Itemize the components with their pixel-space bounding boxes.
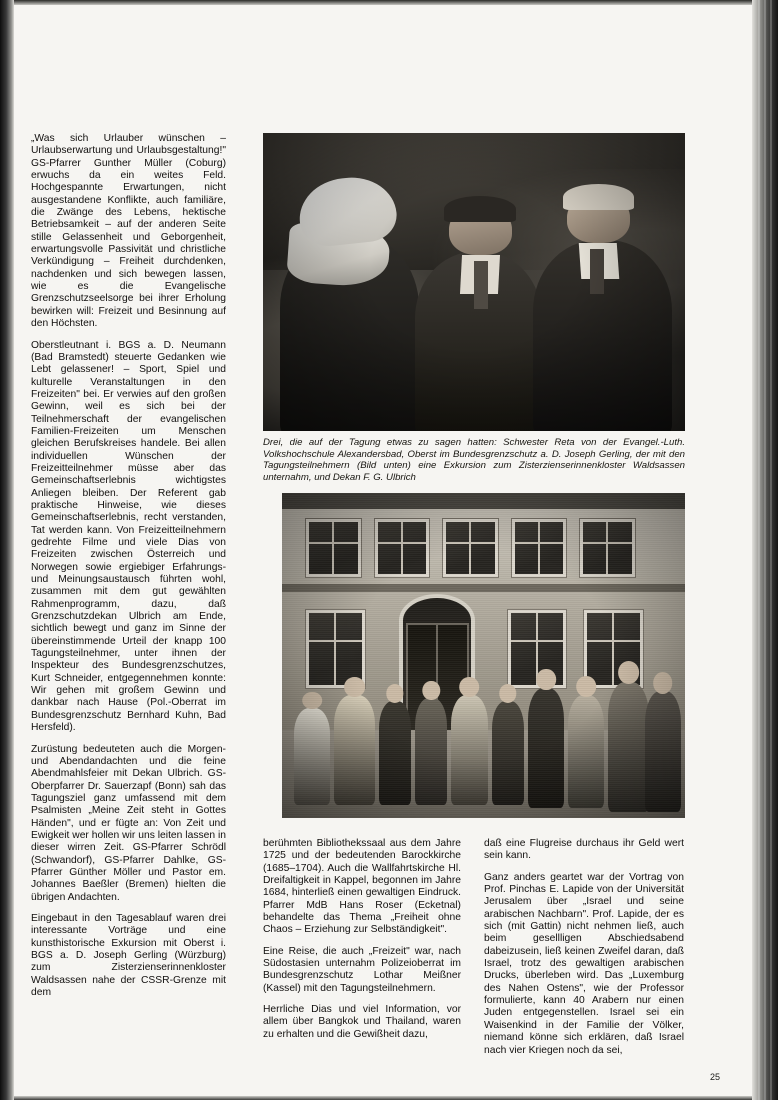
scan-edge-right (752, 0, 778, 1100)
text-column-right-lower (484, 838, 684, 1057)
photo-group-in-monastery-courtyard (282, 493, 685, 818)
paragraph: Herrliche Dias und viel Information, vor allem über Bangkok und Thailand, waren zu erhalten und die Gewißheit dazu, (263, 1004, 461, 1040)
page-number: 25 (709, 1072, 720, 1082)
paragraph: Eine Reise, die auch „Freizeit" war, nach Südostasien unternahm Polizeioberrat im Bundesgrenzschutz Lothar Meißner (Kassel) mit den Tagungsteilnehmern. (263, 945, 461, 994)
paragraph: Ganz anders geartet war der Vortrag von Prof. Pinchas E. Lapide von der Universität Jerusalem über „Israel und seine arabischen Nachbarn". Prof. Lapide, der es sich (mit Gattin) nicht nehmen ließ, auch beim gesellligen Abschiedsabend dabeizusein, ließ keinen Zweifel daran, daß Israel, trotz des gewaltigen arabischen Drucks, überleben wird. Das „Luxemburg des Nahen Ostens", wie der Professor formulierte, kann 40 Arabern nur einen Juden entgegenstellen. Israel sei ein Waisenkind in der Familie der Völker, niemand könne sich erklären, daß Israel nach vier Kriegen noch da sei, (484, 871, 684, 1056)
paragraph: berühmten Bibliothekssaal aus dem Jahre 1725 und der bedeutenden Barockkirche (1685–1704). Auch die Wallfahrtskirche Hl. Dreifaltigkeit in Kappel, begonnen im Jahre 1684, hinterließ einen gewaltigen Eindruck. Pfarrer MdB Hans Roser (Ecketnal) behandelte das Thema „Freiheit ohne Chaos – Erziehung zur Selbständigkeit". (263, 838, 461, 936)
photo-caption: Drei, die auf der Tagung etwas zu sagen hatten: Schwester Reta von der Evangel.-Luth. Volkshochschule Alexandersbad, Oberst im Bundesgrenzschutz a. D. Joseph Gerling, der mit den Tagungsteilnehmern (Bild unten) eine Exkursion zum Zisterzienserinnenkloster Waldsassen unternahm, und Dekan F. G. Ulbrich (263, 437, 685, 483)
paragraph: daß eine Flugreise durchaus ihr Geld wert sein kann. (484, 838, 684, 862)
paragraph: Oberstleutnant i. BGS a. D. Neumann (Bad Bramstedt) steuerte Gedanken wie Lebt gelassener! – Sport, Spiel und kulturelle Veranstaltungen in den Freizeiten" bei. Er verwies auf den großen Gewinn, weil es sich bei der Teilnehmerschaft der evangelischen Familien-Freizeiten um Menschen gleichen Berufskreises handele. Bei allen individuellen Wünschen der Freizeitteilnehmer müsse aber das Gemeinschaftserlebnis wichtigstes Anliegen bleiben. Der Referent gab praktische Hinweise, wie dieses Gemeinschaftserlebnis, recht verstanden, Tat werden kann. Von Freizeitteilnehmern gedrehte Filme und viele Dias von Freizeiten zwischen Österreich und Norwegen sowie ergiebiger Erfahrungs- und Meinungsaustausch führten wohl, zusammen mit dem gut gewählten Rahmenprogramm, dazu, daß Grenzschutzdekan Ulbrich am Ende, sichtlich bewegt und ganz im Sinne der übereinstimmende Urteil der knapp 100 Tagungsteilnehmer, unter ihnen der Inspekteur des Bundesgrenzschutzes, Kurt Schneider, entgegennehmen konnte: Wir gehen mit großem Gewinn und dankbar nach Hause (Pol.-Oberrat im Bundesgrenzschutz Bernhard Kuhn, Bad Hersfeld). (31, 339, 226, 734)
scan-edge-left (0, 0, 14, 1100)
photo-three-participants-conversation (263, 133, 685, 431)
paragraph: „Was sich Urlauber wünschen – Urlaubserwartung und Urlaubsgestaltung!" GS-Pfarrer Gunther Müller (Coburg) erwuchs da ein weites Feld. Hochgespannte Erwartungen, nicht ausgestandene Konflikte, auch familiäre, die Zwänge des Lebens, hektische Betriebsamkeit – auf der anderen Seite stille Gelassenheit und Geborgenheit, erwartungsvolle Passivität und christliche Verkündigung – Freiheit durchdenken, nachdenken und sich bewegen lassen, wie es die Evangelische Grenzschutzseelsorge bei ihrer Erholung bewirken will: Freizeit und Besinnung auf den Höchsten. (31, 133, 226, 330)
paragraph: Zurüstung bedeuteten auch die Morgen- und Abendandachten und die feine Abendmahlsfeier mit Dekan Ulbrich. GS-Oberpfarrer Dr. Sauerzapf (Bonn) sah das Tagungsziel ganz umfassend mit dem Psalmisten „Meine Zeit steht in Gottes Händen", und er fügte an: Von Zeit und Ewigkeit wer hollen wir uns leiten lassen in dieser wirren Zeit. GS-Pfarrer Schrödl (Schwandorf), GS-Pfarrer Dahlke, GS-Pfarrer Günther Möller und Pastor em. Johannes Baeßler (Bremen) hielten die übrigen Andachten. (31, 743, 226, 903)
text-column-left (31, 133, 226, 999)
text-column-middle-lower (263, 838, 461, 1041)
page-sheet (14, 5, 752, 1096)
paragraph: Eingebaut in den Tagesablauf waren drei interessante Vorträge und eine kunsthistorische Exkursion mit Oberst i. BGS a. D. Joseph Gerling (Würzburg) zum Zisterzienserinnenkloster Waldsassen nahe der CSSR-Grenze mit dem (31, 912, 226, 999)
scan-edge-bottom (14, 1096, 752, 1100)
